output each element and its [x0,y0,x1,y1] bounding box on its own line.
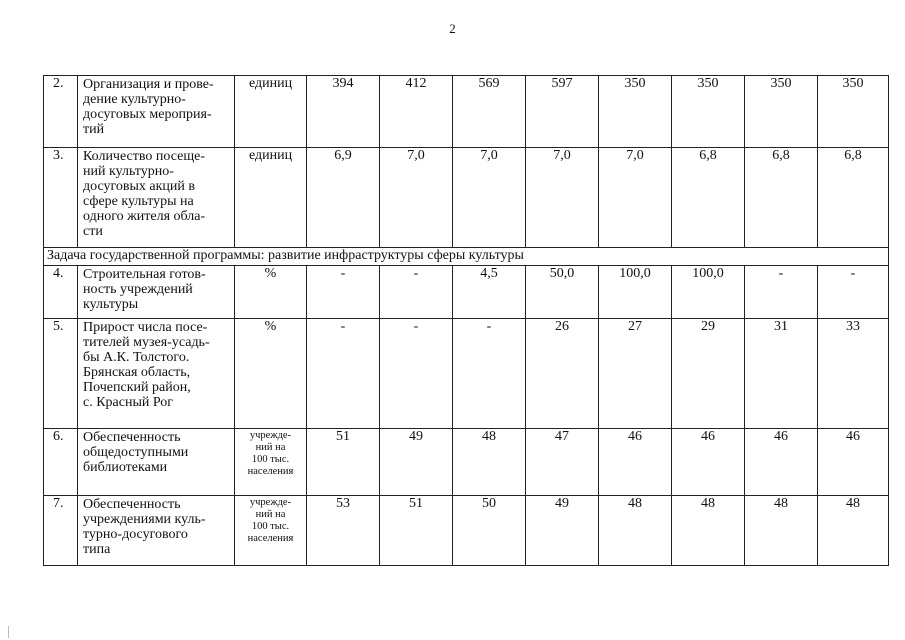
value-cell: 597 [526,76,599,148]
value-cell: 33 [818,319,889,429]
row-number: 7. [44,496,78,566]
row-number: 4. [44,266,78,319]
value-cell: 569 [453,76,526,148]
value-cell: - [307,266,380,319]
value-cell: 412 [380,76,453,148]
value-cell: 100,0 [672,266,745,319]
value-cell: 6,8 [818,148,889,248]
value-cell: 53 [307,496,380,566]
unit-cell: единиц [235,148,307,248]
indicator-name: Обеспеченность учреждениями куль- турно-досугового типа [78,496,235,566]
value-cell: 48 [453,429,526,496]
indicator-name: Строительная готов- ность учреждений культуры [78,266,235,319]
task-heading: Задача государственной программы: развитие инфраструктуры сферы культуры [44,248,889,266]
task-row [44,248,889,266]
value-cell: 46 [745,429,818,496]
value-cell: 26 [526,319,599,429]
indicator-name: Прирост числа посе- тителей музея-усадь- бы А.К. Толстого. Брянская область, Почепский район, с. Красный Рог [78,319,235,429]
value-cell: 4,5 [453,266,526,319]
value-cell: - [380,266,453,319]
value-cell: 6,8 [745,148,818,248]
value-cell: 48 [818,496,889,566]
row-number: 3. [44,148,78,248]
value-cell: 6,8 [672,148,745,248]
row-number: 5. [44,319,78,429]
value-cell: 31 [745,319,818,429]
value-cell: 7,0 [526,148,599,248]
value-cell: 48 [599,496,672,566]
value-cell: 7,0 [380,148,453,248]
table-row [44,429,889,496]
value-cell: 51 [380,496,453,566]
value-cell: 100,0 [599,266,672,319]
value-cell: 48 [672,496,745,566]
value-cell: - [745,266,818,319]
table-row [44,319,889,429]
value-cell: 350 [818,76,889,148]
value-cell: 350 [672,76,745,148]
value-cell: - [453,319,526,429]
value-cell: 50,0 [526,266,599,319]
value-cell: 46 [672,429,745,496]
indicators-table [43,75,889,566]
value-cell: 47 [526,429,599,496]
value-cell: 350 [745,76,818,148]
value-cell: 49 [380,429,453,496]
indicator-name: Количество посеще- ний культурно- досуговых акций в сфере культуры на одного жителя обла- сти [78,148,235,248]
value-cell: 7,0 [453,148,526,248]
table-row [44,76,889,148]
value-cell: 394 [307,76,380,148]
value-cell: - [380,319,453,429]
unit-cell: учрежде- ний на 100 тыс. населения [235,496,307,566]
unit-cell: учрежде- ний на 100 тыс. населения [235,429,307,496]
value-cell: - [307,319,380,429]
value-cell: 46 [818,429,889,496]
indicator-name: Обеспеченность общедоступными библиотеками [78,429,235,496]
value-cell: 49 [526,496,599,566]
table-row [44,496,889,566]
value-cell: 29 [672,319,745,429]
value-cell: 27 [599,319,672,429]
unit-cell: единиц [235,76,307,148]
value-cell: 50 [453,496,526,566]
page-number: 2 [449,21,456,36]
value-cell: 51 [307,429,380,496]
unit-cell: % [235,266,307,319]
unit-cell: % [235,319,307,429]
value-cell: 350 [599,76,672,148]
indicator-name: Организация и прове- дение культурно- досуговых мероприя- тий [78,76,235,148]
value-cell: 46 [599,429,672,496]
value-cell: 7,0 [599,148,672,248]
row-number: 2. [44,76,78,148]
value-cell: 48 [745,496,818,566]
table-row [44,266,889,319]
table-row [44,148,889,248]
row-number: 6. [44,429,78,496]
value-cell: 6,9 [307,148,380,248]
scan-artifact [8,626,13,638]
value-cell: - [818,266,889,319]
